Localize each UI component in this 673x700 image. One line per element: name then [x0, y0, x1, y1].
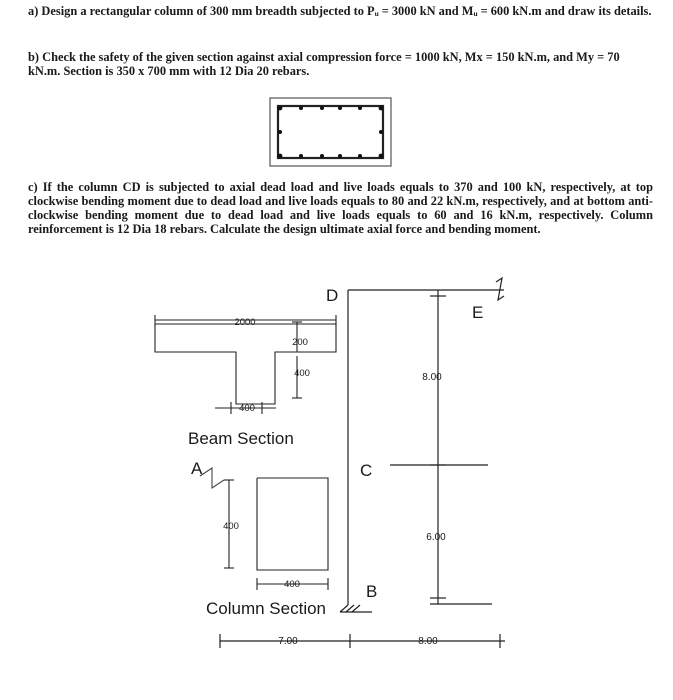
label-b: B — [366, 582, 378, 601]
frame-dim-span-left: 7.00 — [278, 636, 298, 647]
beam-dim-web-width: 400 — [239, 403, 255, 414]
beam-dim-web-depth: 400 — [294, 368, 310, 379]
question-c: c) If the column CD is subjected to axial dead load and live loads equals to 370 and 100 kN, respectively, at top clockwise bending moment due to dead load and live loads equals to 80 and 22 kN.m, respectively, and at bottom anti-clockwise bending moment due to dead load and live loads equals to 60 and 16 kN.m, respectively. Column reinforcement is 12 Dia 18 rebars. Calculate the design ultimate axial force and bending moment. — [28, 180, 653, 236]
beam-section-title: Beam Section — [188, 429, 294, 448]
column-dim-bottom: 400 — [284, 579, 300, 590]
beam-dim-flange: 200 — [292, 337, 308, 348]
frame-dim-span-right: 8.00 — [418, 636, 438, 647]
column-section-drawing — [200, 468, 328, 590]
question-b: b) Check the safety of the given section against axial compression force = 1000 kN, Mx = 150 kN.m, and My = 70 kN.m. Section is 350 x 700 mm with 12 Dia 20 rebars. — [28, 50, 620, 78]
frame-dim-upper: 8.00 — [422, 372, 442, 383]
label-d: D — [326, 286, 339, 305]
beam-section-drawing — [155, 315, 336, 414]
column-dim-side: 400 — [223, 521, 239, 532]
rebar-section-figure — [270, 98, 391, 166]
frame-dim-lower: 6.00 — [426, 532, 446, 543]
beam-dim-width: 2000 — [234, 317, 256, 328]
label-a: A — [191, 459, 203, 478]
question-a: a) Design a rectangular column of 300 mm breadth subjected to Pᵤ = 3000 kN and Mᵤ = 600 kN.m and draw its details. — [28, 4, 652, 18]
label-e: E — [472, 303, 484, 322]
column-section-title: Column Section — [206, 599, 327, 618]
label-c: C — [360, 461, 373, 480]
